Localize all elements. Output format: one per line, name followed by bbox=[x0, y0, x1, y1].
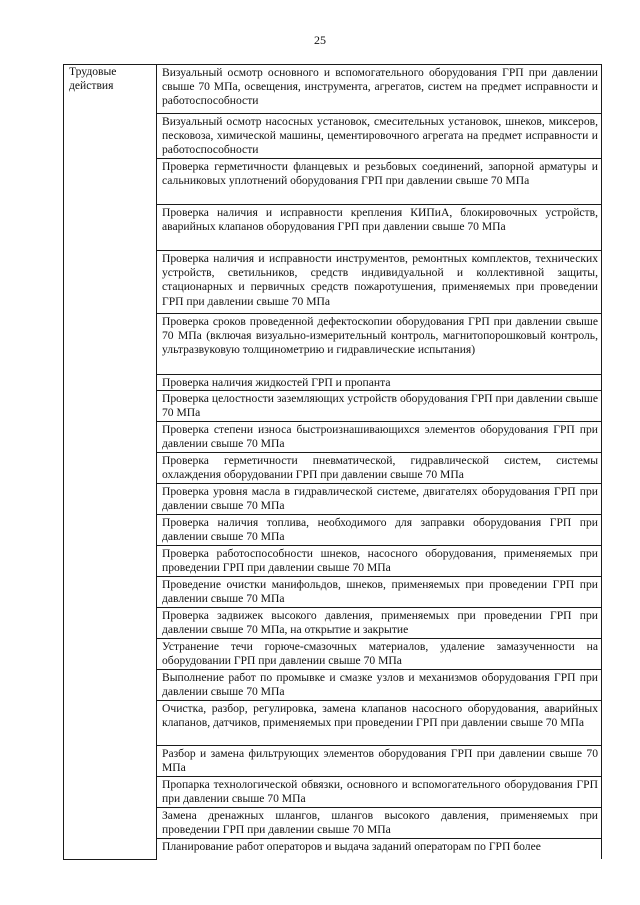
labor-action-cell bbox=[157, 314, 602, 375]
labor-action-cell bbox=[157, 65, 602, 114]
labor-action-text: Проверка наличия и исправности крепления КИПиА, блокировочных устройств, аварийных клапанов оборудования ГРП при давлении свыше 70 МПа bbox=[162, 206, 598, 234]
labor-action-cell bbox=[157, 701, 602, 746]
labor-action-cell bbox=[157, 639, 602, 670]
labor-action-text: Визуальный осмотр основного и вспомогательного оборудования ГРП при давлении свыше 70 МПа, освещения, инструмента, агрегатов, систем на предмет исправности и работоспособности bbox=[162, 66, 598, 108]
labor-action-text: Проверка наличия жидкостей ГРП и пропанта bbox=[162, 376, 391, 389]
labor-action-text: Проверка задвижек высокого давления, применяемых при проведении ГРП при давлении свыше 70 МПа, на открытие и закрытие bbox=[162, 609, 598, 637]
labor-action-cell bbox=[157, 670, 602, 701]
labor-action-cell bbox=[157, 746, 602, 777]
labor-action-cell bbox=[157, 777, 602, 808]
labor-action-cell bbox=[157, 546, 602, 577]
labor-action-cell bbox=[157, 422, 602, 453]
section-label: Трудовые действия bbox=[64, 65, 157, 860]
labor-action-text: Очистка, разбор, регулировка, замена клапанов насосного оборудования, аварийных клапанов, датчиков, применяемых при проведении ГРП при давлении свыше 70 МПа bbox=[162, 702, 598, 730]
labor-action-cell bbox=[157, 251, 602, 314]
labor-action-text: Проведение очистки манифольдов, шнеков, применяемых при проведении ГРП при давлении свыше 70 МПа bbox=[162, 578, 598, 606]
labor-action-text: Пропарка технологической обвязки, основного и вспомогательного оборудования ГРП при давлении свыше 70 МПа bbox=[162, 778, 598, 806]
table-row bbox=[64, 65, 602, 114]
labor-actions-table bbox=[63, 64, 602, 860]
labor-action-cell bbox=[157, 375, 602, 391]
labor-action-text: Визуальный осмотр насосных установок, смесительных установок, шнеков, миксеров, песковоза, химической машины, цементировочного агрегата на предмет исправности и работоспособности bbox=[162, 115, 598, 157]
labor-action-text: Разбор и замена фильтрующих элементов оборудования ГРП при давлении свыше 70 МПа bbox=[162, 747, 598, 775]
labor-action-cell bbox=[157, 159, 602, 205]
labor-action-text: Проверка наличия и исправности инструментов, ремонтных комплектов, технических устройств, светильников, средств индивидуальной и коллективной защиты, стационарных и первичных средств пожаротушения, применяемых при проведении ГРП при давлении свыше 70 МПа bbox=[162, 252, 598, 308]
labor-action-cell bbox=[157, 391, 602, 422]
labor-action-cell bbox=[157, 114, 602, 159]
labor-action-cell bbox=[157, 453, 602, 484]
labor-action-text: Проверка целостности заземляющих устройств оборудования ГРП при давлении свыше 70 МПа bbox=[162, 392, 598, 420]
labor-action-text: Проверка сроков проведенной дефектоскопии оборудования ГРП при давлении свыше 70 МПа (включая визуально-измерительный контроль, магнитопорошковый контроль, ультразвуковую толщинометрию и гидравлические испытания) bbox=[162, 315, 598, 357]
labor-action-text: Выполнение работ по промывке и смазке узлов и механизмов оборудования ГРП при давлении свыше 70 МПа bbox=[162, 671, 598, 699]
labor-action-text: Проверка герметичности фланцевых и резьбовых соединений, запорной арматуры и сальниковых уплотнений оборудования ГРП при давлении свыше 70 МПа bbox=[162, 160, 598, 188]
labor-action-text: Проверка наличия топлива, необходимого для заправки оборудования ГРП при давлении свыше 70 МПа bbox=[162, 516, 598, 544]
labor-action-cell bbox=[157, 484, 602, 515]
labor-action-text: Проверка герметичности пневматической, гидравлической систем, системы охлаждения оборудовании ГРП при давлении свыше 70 МПа bbox=[162, 454, 598, 482]
labor-action-cell bbox=[157, 808, 602, 839]
labor-action-text: Проверка степени износа быстроизнашивающихся элементов оборудования ГРП при давлении свыше 70 МПа bbox=[162, 423, 598, 451]
labor-action-text: Замена дренажных шлангов, шлангов высокого давления, применяемых при проведении ГРП при давлении свыше 70 МПа bbox=[162, 809, 598, 837]
labor-action-text: Проверка уровня масла в гидравлической системе, двигателях оборудования ГРП при давлении свыше 70 МПа bbox=[162, 485, 598, 513]
labor-action-cell bbox=[157, 839, 602, 860]
labor-action-text: Устранение течи горюче-смазочных материалов, удаление замазученности на оборудовании ГРП при давлении свыше 70 МПа bbox=[162, 640, 598, 668]
labor-action-cell bbox=[157, 577, 602, 608]
labor-action-cell bbox=[157, 608, 602, 639]
table-body bbox=[64, 65, 602, 860]
labor-action-cell bbox=[157, 205, 602, 251]
page-number: 25 bbox=[314, 33, 326, 47]
labor-action-text: Планирование работ операторов и выдача заданий операторам по ГРП более bbox=[162, 840, 541, 854]
labor-action-text: Проверка работоспособности шнеков, насосного оборудования, применяемых при проведении ГРП при давлении свыше 70 МПа bbox=[162, 547, 598, 575]
labor-action-cell bbox=[157, 515, 602, 546]
